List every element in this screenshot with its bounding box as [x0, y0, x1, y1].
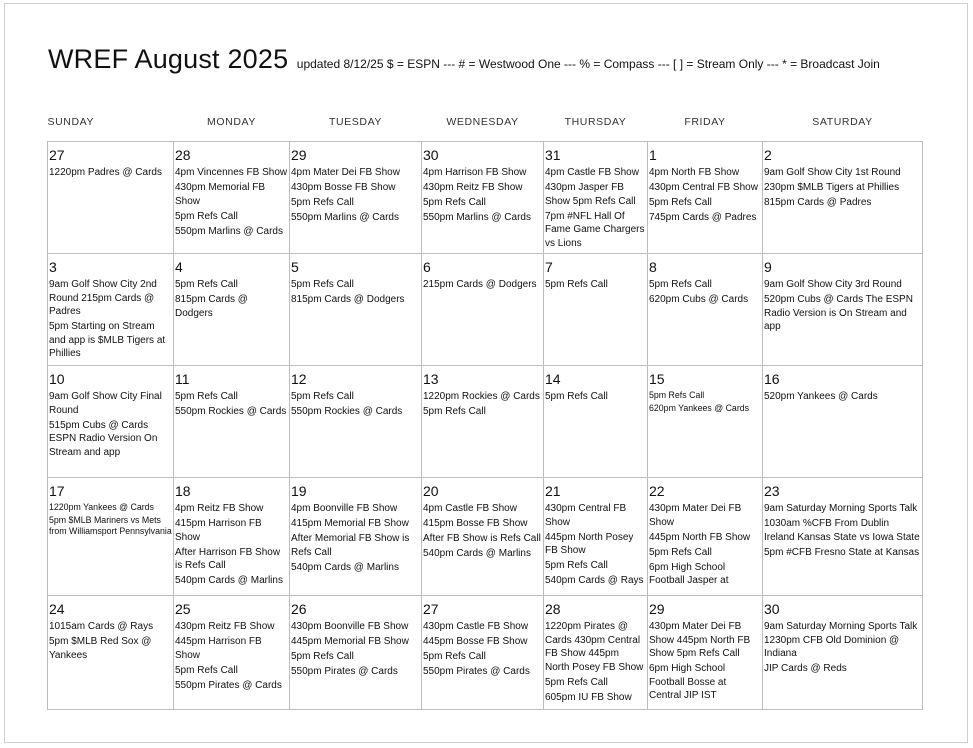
event-item: 550pm Marlins @ Cards	[175, 225, 283, 237]
event-list	[175, 502, 288, 588]
event-item: 445pm North FB Show	[649, 531, 751, 543]
week-row	[48, 596, 923, 710]
day-cell	[422, 366, 544, 478]
event-item: 550pm Marlins @ Cards	[291, 212, 399, 223]
event-item: 745pm Cards @ Padres	[649, 212, 757, 223]
event-item: 4pm Castle FB Show	[423, 503, 517, 514]
event-list	[49, 620, 172, 662]
event-item: 620pm Cubs @ Cards	[649, 294, 749, 305]
day-cell	[763, 142, 923, 254]
event-list	[545, 166, 646, 250]
event-list	[764, 620, 921, 676]
day-cell	[422, 254, 544, 366]
day-cell	[648, 142, 763, 254]
day-cell	[544, 142, 648, 254]
calendar-table	[47, 112, 923, 710]
day-header-friday: FRIDAY	[684, 116, 726, 128]
day-number: 12	[291, 371, 307, 387]
event-list	[175, 390, 288, 419]
day-cell	[48, 366, 174, 478]
event-item: 1220pm Pirates @ Cards 430pm Central FB Show 445pm North Posey FB Show	[545, 621, 644, 673]
day-number: 28	[175, 147, 191, 163]
event-item: 815pm Cards @ Padres	[764, 197, 872, 208]
day-header-tuesday: TUESDAY	[328, 116, 382, 128]
event-item: 430pm Reitz FB Show	[423, 182, 523, 193]
event-item: 815pm Cards @ Dodgers	[175, 294, 248, 319]
event-list	[649, 390, 761, 414]
day-cell	[763, 478, 923, 596]
day-header-wednesday: WEDNESDAY	[446, 116, 519, 128]
event-list	[49, 502, 172, 537]
event-item: 5pm Starting on Stream and app is $MLB Tigers at Phillies	[49, 321, 166, 359]
day-cell	[174, 596, 290, 710]
day-cell	[648, 478, 763, 596]
day-cell	[48, 596, 174, 710]
day-cell	[48, 254, 174, 366]
event-item: 520pm Cubs @ Cards The ESPN Radio Version is On Stream and app	[764, 294, 913, 332]
event-item: 4pm Castle FB Show	[545, 167, 639, 178]
day-cell	[422, 596, 544, 710]
day-cell	[544, 254, 648, 366]
event-list	[649, 278, 761, 307]
event-list	[49, 390, 172, 459]
event-item: 5pm Refs Call	[175, 210, 238, 222]
event-item: 815pm Cards @ Dodgers	[291, 294, 405, 305]
event-list	[291, 166, 420, 225]
day-cell	[290, 596, 422, 710]
event-item: 4pm Reitz FB Show	[175, 503, 264, 514]
event-item: 9am Golf Show City 3rd Round	[764, 279, 902, 290]
day-number: 6	[423, 259, 431, 275]
event-item: 5pm Refs Call	[423, 406, 486, 417]
event-item: 5pm Refs Call	[175, 664, 238, 676]
day-header-monday: MONDAY	[207, 116, 256, 128]
event-item: 550pm Pirates @ Cards	[423, 666, 530, 677]
day-cell	[648, 254, 763, 366]
event-item: 6pm High School Football Jasper at	[649, 561, 729, 586]
event-item: 5pm Refs Call	[545, 279, 608, 290]
event-item: 5pm Refs Call	[175, 391, 238, 402]
event-list	[545, 502, 646, 588]
day-number: 16	[764, 371, 780, 387]
day-number: 27	[49, 147, 65, 163]
day-cell	[290, 254, 422, 366]
event-item: 5pm Refs Call	[545, 560, 608, 571]
day-number: 20	[423, 483, 439, 499]
event-item: 5pm Refs Call	[423, 651, 486, 662]
event-item: 445pm Bosse FB Show	[423, 636, 528, 647]
event-item: 1220pm Padres @ Cards	[49, 167, 162, 178]
event-item: After Memorial FB Show is Refs Call	[291, 533, 410, 558]
event-item: 430pm Reitz FB Show	[175, 621, 275, 632]
event-item: 550pm Rockies @ Cards	[175, 406, 287, 417]
event-item: 5pm Refs Call	[291, 651, 354, 662]
event-item: 4pm North FB Show	[649, 167, 740, 178]
event-item: 550pm Pirates @ Cards	[291, 666, 398, 677]
event-list	[423, 278, 542, 292]
event-item: 5pm Refs Call	[545, 676, 608, 688]
event-item: 620pm Yankees @ Cards	[649, 402, 750, 413]
day-number: 29	[649, 601, 665, 617]
event-item: 9am Golf Show City 2nd Round 215pm Cards @ Padres	[49, 279, 157, 317]
event-list	[545, 278, 646, 292]
day-cell	[174, 478, 290, 596]
event-list	[175, 620, 288, 692]
event-list	[175, 278, 288, 320]
event-item: 430pm Central FB Show	[545, 503, 627, 528]
event-item: 5pm Refs Call	[423, 197, 486, 208]
day-cell	[648, 596, 763, 710]
event-item: 9am Saturday Morning Sports Talk	[764, 503, 918, 514]
day-cell	[544, 478, 648, 596]
event-item: 540pm Cards @ Rays	[545, 575, 644, 586]
day-header-thursday: THURSDAY	[564, 116, 627, 128]
event-item: 5pm Refs Call	[649, 390, 705, 400]
event-list	[291, 390, 420, 419]
event-item: 430pm Memorial FB Show	[175, 182, 266, 207]
event-list	[649, 166, 761, 225]
event-item: 5pm $MLB Red Sox @ Yankees	[49, 636, 152, 661]
week-row	[48, 478, 923, 596]
event-item: 4pm Boonville FB Show	[291, 503, 398, 514]
event-item: 415pm Bosse FB Show	[423, 518, 528, 529]
day-cell	[648, 366, 763, 478]
event-item: 430pm Mater Dei FB Show	[649, 503, 742, 528]
day-number: 13	[423, 371, 439, 387]
day-number: 5	[291, 259, 299, 275]
event-item: 430pm Jasper FB Show 5pm Refs Call	[545, 182, 636, 207]
event-list	[423, 166, 542, 225]
event-list	[764, 278, 921, 334]
event-item: 230pm $MLB Tigers at Phillies	[764, 182, 900, 193]
event-item: 430pm Boonville FB Show	[291, 621, 409, 632]
event-item: 9am Saturday Morning Sports Talk 1230pm CFB Old Dominion @ Indiana	[764, 621, 918, 659]
day-number: 25	[175, 601, 191, 617]
event-item: 445pm Memorial FB Show	[291, 636, 409, 647]
day-cell	[174, 254, 290, 366]
day-cell	[422, 142, 544, 254]
event-item: After FB Show is Refs Call	[423, 533, 541, 544]
event-item: 9am Golf Show City 1st Round	[764, 167, 901, 178]
day-number: 21	[545, 483, 561, 499]
week-row	[48, 142, 923, 254]
day-number: 22	[649, 483, 665, 499]
day-number: 9	[764, 259, 772, 275]
week-row	[48, 254, 923, 366]
title-row	[48, 44, 948, 75]
day-number: 14	[545, 371, 561, 387]
day-header-saturday: SATURDAY	[812, 116, 873, 128]
event-item: 605pm IU FB Show	[545, 691, 632, 703]
event-item: 445pm North Posey FB Show	[545, 531, 634, 556]
event-item: 9am Golf Show City Final Round	[49, 391, 162, 416]
event-item: 540pm Cards @ Marlins	[291, 561, 399, 573]
event-list	[175, 166, 288, 238]
event-item: 5pm Refs Call	[175, 279, 238, 290]
day-number: 1	[649, 147, 657, 163]
event-item: 5pm Refs Call	[649, 546, 712, 558]
event-list	[764, 390, 921, 404]
event-item: 215pm Cards @ Dodgers	[423, 279, 537, 290]
day-cell	[174, 366, 290, 478]
day-number: 7	[545, 259, 553, 275]
day-number: 8	[649, 259, 657, 275]
week-row	[48, 366, 923, 478]
day-number: 24	[49, 601, 65, 617]
event-item: 1220pm Rockies @ Cards	[423, 391, 540, 402]
event-list	[649, 502, 761, 588]
day-number: 10	[49, 371, 65, 387]
event-item: 515pm Cubs @ Cards ESPN Radio Version On Stream and app	[49, 419, 158, 458]
event-item: 4pm Vincennes FB Show	[175, 167, 288, 178]
day-number: 11	[175, 371, 190, 387]
event-item: 520pm Yankees @ Cards	[764, 391, 878, 402]
day-cell	[544, 366, 648, 478]
event-item: 540pm Cards @ Marlins	[423, 548, 531, 559]
day-cell	[763, 366, 923, 478]
page-title: WREF August 2025	[48, 44, 289, 74]
day-number: 31	[545, 147, 561, 163]
event-item: 4pm Harrison FB Show	[423, 167, 527, 178]
event-item: 5pm Refs Call	[545, 391, 608, 402]
day-header-row	[48, 112, 923, 142]
day-cell	[290, 366, 422, 478]
event-item: 415pm Memorial FB Show	[291, 518, 409, 529]
day-number: 18	[175, 483, 191, 499]
event-item: 550pm Pirates @ Cards	[175, 679, 282, 691]
event-list	[291, 278, 420, 307]
event-item: 6pm High School Football Bosse at Central JIP IST	[649, 663, 727, 701]
event-item: 5pm Refs Call	[291, 279, 354, 290]
event-list	[291, 620, 420, 679]
event-item: 7pm #NFL Hall Of Fame Game Chargers vs Lions	[545, 210, 645, 249]
event-item: 430pm Castle FB Show	[423, 621, 529, 632]
event-list	[764, 502, 921, 559]
event-item: 1015am Cards @ Rays	[49, 621, 154, 632]
day-cell	[48, 478, 174, 596]
event-item: 5pm Refs Call	[649, 279, 712, 290]
day-header-sunday: SUNDAY	[47, 116, 95, 128]
event-list	[49, 278, 172, 361]
event-list	[423, 620, 542, 679]
event-item: 5pm #CFB Fresno State at Kansas	[764, 546, 920, 558]
day-cell	[544, 596, 648, 710]
day-number: 29	[291, 147, 307, 163]
event-list	[291, 502, 420, 574]
event-item: 550pm Rockies @ Cards	[291, 406, 403, 417]
day-number: 15	[649, 371, 665, 387]
event-list	[423, 390, 542, 419]
day-number: 2	[764, 147, 772, 163]
day-number: 17	[49, 483, 65, 499]
event-item: 550pm Marlins @ Cards	[423, 212, 531, 223]
day-cell	[174, 142, 290, 254]
event-item: 415pm Harrison FB Show	[175, 518, 262, 543]
event-item: 1030am %CFB From Dublin Ireland Kansas State vs Iowa State	[764, 518, 920, 543]
day-number: 26	[291, 601, 307, 617]
day-cell	[422, 478, 544, 596]
event-item: 5pm $MLB Mariners vs Mets from Williamsport Pennsylvania	[49, 514, 172, 536]
event-list	[649, 620, 761, 703]
event-item: 5pm Refs Call	[291, 391, 354, 402]
day-cell	[48, 142, 174, 254]
event-item: JIP Cards @ Reds	[764, 663, 847, 674]
event-item: 540pm Cards @ Marlins	[175, 575, 283, 586]
day-number: 23	[764, 483, 780, 499]
event-item: 5pm Refs Call	[649, 197, 712, 208]
event-item: 5pm Refs Call	[291, 197, 354, 208]
day-number: 19	[291, 483, 307, 499]
day-number: 30	[764, 601, 780, 617]
day-number: 30	[423, 147, 439, 163]
day-cell	[763, 596, 923, 710]
day-number: 27	[423, 601, 439, 617]
day-number: 3	[49, 259, 57, 275]
day-number: 28	[545, 601, 561, 617]
event-list	[545, 620, 646, 704]
event-item: 1220pm Yankees @ Cards	[49, 502, 154, 512]
event-list	[545, 390, 646, 404]
legend-text: updated 8/12/25 $ = ESPN --- # = Westwood One --- % = Compass --- [ ] = Stream Only --- * = Broadcast Join	[296, 57, 880, 71]
event-item: 430pm Central FB Show	[649, 182, 758, 193]
day-cell	[290, 142, 422, 254]
day-cell	[763, 254, 923, 366]
event-list	[49, 166, 172, 180]
event-item: 430pm Bosse FB Show	[291, 182, 396, 193]
event-item: 445pm Harrison FB Show	[175, 636, 262, 661]
event-list	[764, 166, 921, 210]
event-item: After Harrison FB Show is Refs Call	[175, 546, 281, 571]
event-item: 4pm Mater Dei FB Show	[291, 167, 400, 178]
event-item: 430pm Mater Dei FB Show 445pm North FB Show 5pm Refs Call	[649, 621, 751, 659]
day-number: 4	[175, 259, 183, 275]
day-cell	[290, 478, 422, 596]
event-list	[423, 502, 542, 561]
